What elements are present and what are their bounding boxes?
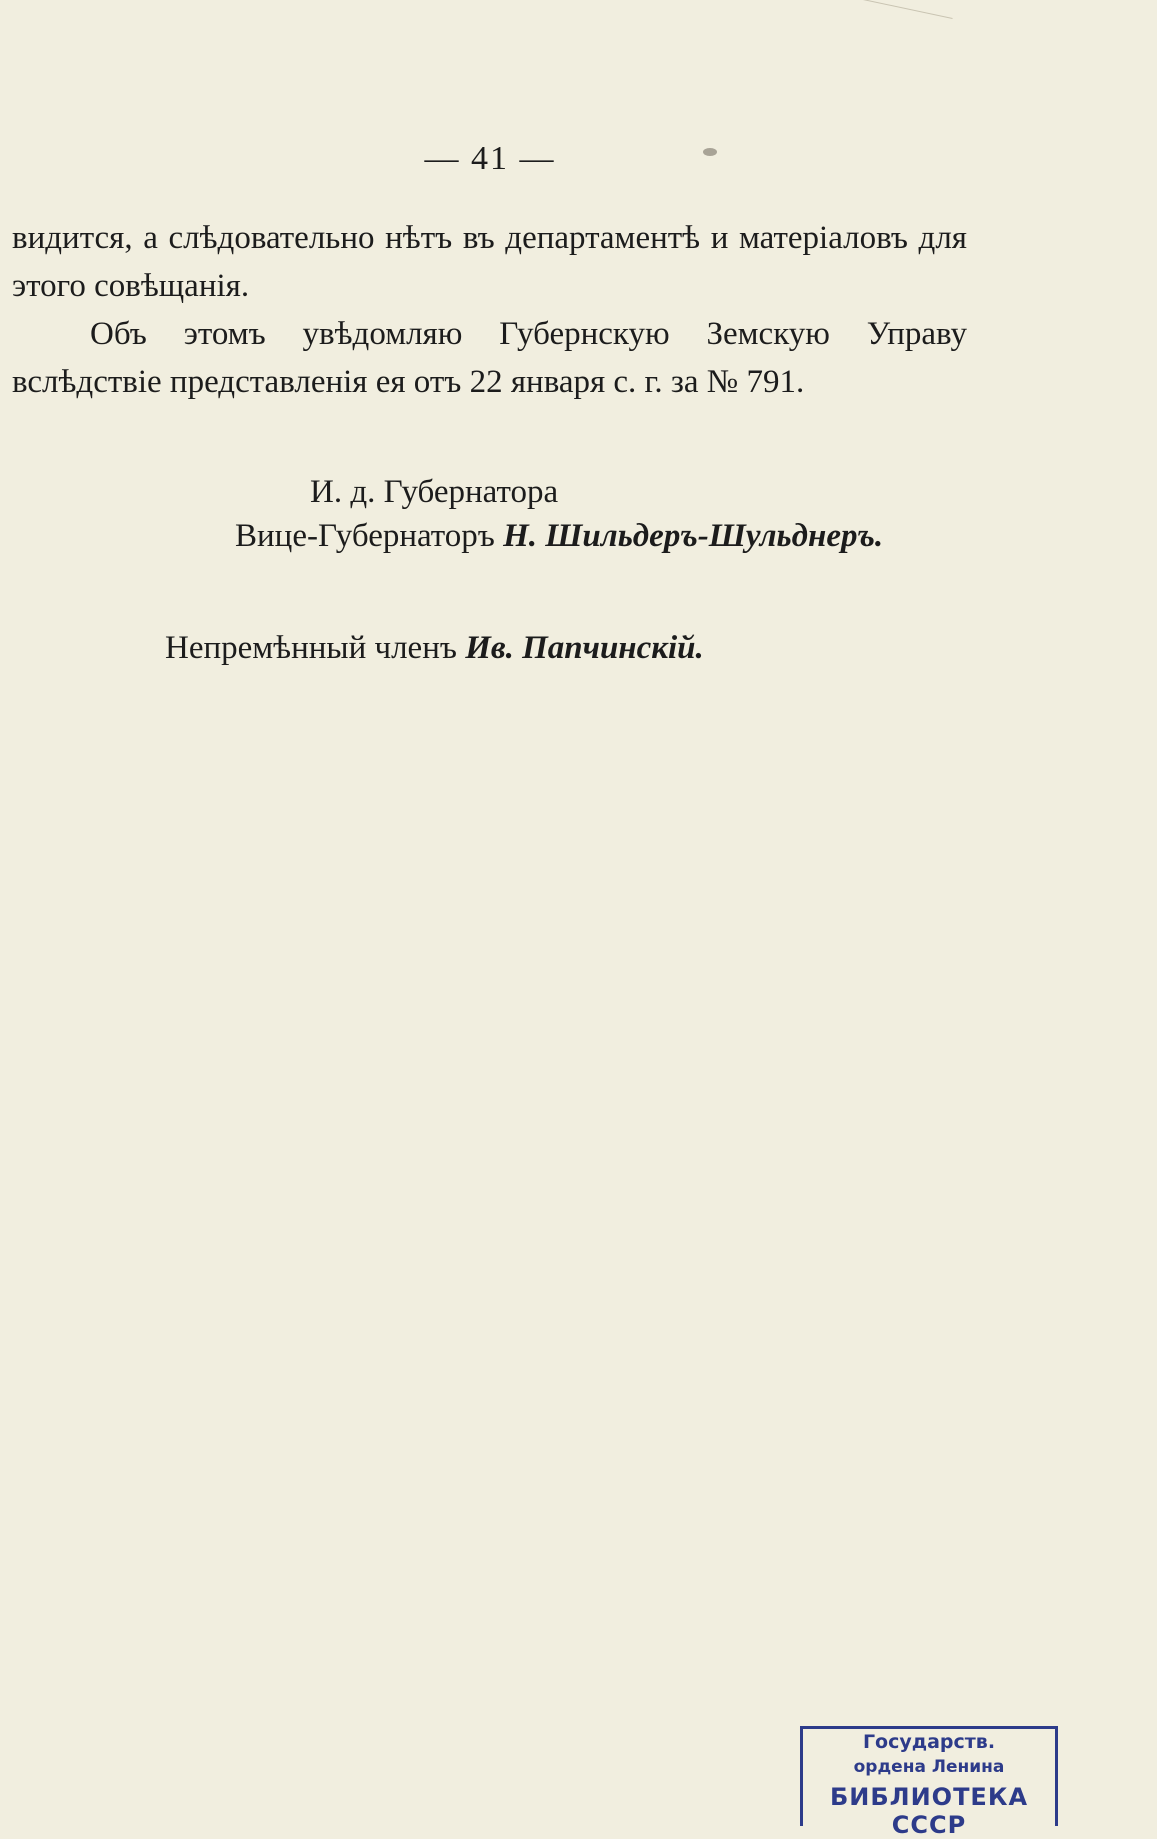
paragraph-2: Объ этомъ увѣдомляю Губернскую Земскую Управу вслѣдствіе представленія ея отъ 22 января с. г. за № 791.	[12, 316, 967, 400]
body-text	[12, 214, 967, 406]
member-signature	[165, 630, 704, 667]
paragraph-1: видится, а слѣдовательно нѣтъ въ департаментѣ и матеріаловъ для этого совѣщанія.	[12, 220, 967, 304]
stamp-line-3: БИБЛИОТЕКА СССР	[829, 1783, 1029, 1839]
vice-governor-signature	[235, 518, 883, 555]
vice-governor-name: Н. Шильдеръ-Шульднеръ.	[503, 518, 884, 554]
stamp-line-1: Государств.	[862, 1731, 996, 1753]
governor-title: И. д. Губернатора	[310, 474, 559, 510]
paper-crease	[797, 0, 952, 58]
page-number: — 41 —	[424, 140, 556, 177]
library-stamp	[800, 1726, 1058, 1839]
vice-governor-title: Вице-Губернаторъ	[235, 518, 495, 554]
member-title: Непремѣнный членъ	[165, 630, 457, 666]
stamp-line-2: ордена Ленина	[853, 1757, 1005, 1777]
member-name: Ив. Папчинскій.	[465, 630, 704, 666]
